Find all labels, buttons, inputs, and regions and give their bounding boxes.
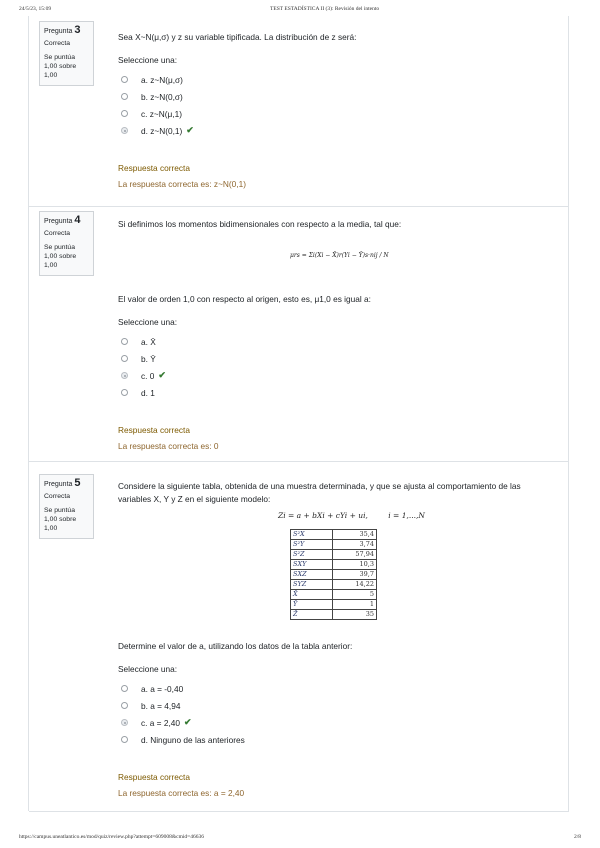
model-formula: Zi = a + bXi + cYi + ui, i = 1,...,N [278, 511, 425, 520]
answer-option[interactable]: b. z~N(0,σ) [118, 88, 548, 105]
answer-options [118, 680, 548, 748]
answer-prompt: Seleccione una: [118, 55, 178, 65]
feedback-text: Respuesta correcta [118, 163, 190, 173]
question-divider [29, 206, 569, 207]
question-info-5 [39, 474, 94, 539]
answer-prompt: Seleccione una: [118, 664, 178, 674]
feedback-text: Respuesta correcta [118, 772, 190, 782]
question-number: Pregunta 4 [44, 214, 81, 226]
radio-button[interactable] [121, 702, 128, 709]
question-info-3 [39, 21, 94, 86]
table-row: Ȳ 1 [291, 600, 377, 610]
question-border-right [568, 16, 569, 206]
question-grade: Se puntúa 1,00 sobre 1,00 [44, 54, 77, 79]
table-row: SYZ 14,22 [291, 580, 377, 590]
question-grade: Se puntúa 1,00 sobre 1,00 [44, 244, 77, 269]
radio-button[interactable] [121, 355, 128, 362]
table-row: S²Y 3,74 [291, 540, 377, 550]
radio-button[interactable] [121, 736, 128, 743]
check-icon: ✔ [186, 125, 194, 135]
question-divider [29, 461, 569, 462]
answer-option-selected[interactable]: c. a = 2,40 ✔ [118, 714, 548, 731]
answer-options [118, 333, 548, 401]
table-row: SXZ 39,7 [291, 570, 377, 580]
table-row: S²X 35,4 [291, 530, 377, 540]
radio-button[interactable] [121, 110, 128, 117]
question-content-5 [118, 480, 548, 506]
radio-button[interactable] [121, 685, 128, 692]
table-row: S²Z 57,94 [291, 550, 377, 560]
table-row: SXY 10,3 [291, 560, 377, 570]
check-icon: ✔ [183, 717, 192, 727]
feedback-text: Respuesta correcta [118, 425, 190, 435]
question-border-right [568, 461, 569, 811]
radio-button[interactable] [121, 338, 128, 345]
answer-option-selected[interactable]: c. 0 ✔ [118, 367, 548, 384]
answer-option[interactable]: b. a = 4,94 [118, 697, 548, 714]
radio-button-selected[interactable] [121, 719, 128, 726]
print-datetime: 24/5/23, 15:09 [19, 6, 52, 12]
table-row: Z̄ 35 [291, 610, 377, 620]
question-number: Pregunta 3 [44, 24, 81, 36]
right-answer-text: La respuesta correcta es: a = 2,40 [118, 788, 245, 798]
print-title: TEST ESTADÍSTICA II (3): Revisión del intento [270, 6, 380, 12]
question-text: Si definimos los momentos bidimensionales con respecto a la media, tal que: [118, 219, 402, 229]
answer-prompt: Seleccione una: [118, 317, 178, 327]
answer-option[interactable]: a. X̄ [118, 333, 548, 350]
answer-option[interactable]: a. z~N(μ,σ) [118, 71, 548, 88]
question-border-left [28, 461, 29, 811]
question-border-left [28, 16, 29, 206]
question-grade: Se puntúa 1,00 sobre 1,00 [44, 507, 77, 532]
answer-options [118, 71, 548, 139]
question-border-right [568, 206, 569, 461]
answer-option[interactable]: c. z~N(μ,1) [118, 105, 548, 122]
radio-button-selected[interactable] [121, 372, 128, 379]
question-number: Pregunta 5 [44, 477, 81, 489]
radio-button-selected[interactable] [121, 127, 128, 134]
radio-button[interactable] [121, 389, 128, 396]
question-text-2: El valor de orden 1,0 con respecto al origen, esto es, μ1,0 es igual a: [118, 294, 371, 304]
check-icon: ✔ [158, 370, 166, 380]
answer-option[interactable]: d. Ninguno de las anteriores [118, 731, 548, 748]
answer-option[interactable]: a. a = -0,40 [118, 680, 548, 697]
answer-option[interactable]: d. 1 [118, 384, 548, 401]
data-table [290, 529, 377, 620]
question-border-left [28, 206, 29, 461]
print-page-number: 2/8 [573, 834, 581, 840]
question-text-2: Determine el valor de a, utilizando los datos de la tabla anterior: [118, 641, 353, 651]
answer-option[interactable]: b. Ȳ [118, 350, 548, 367]
question-content-4 [118, 218, 548, 231]
question-text: Sea X~N(μ,σ) y z su variable tipificada. La distribución de z será: [118, 32, 357, 42]
question-state: Correcta [44, 40, 71, 47]
question-state: Correcta [44, 493, 71, 500]
question-content-5-options [118, 640, 548, 798]
question-text: Considere la siguiente tabla, obtenida de una muestra determinada, y que se ajusta al comportamiento de las variables X, Y y Z en el siguiente modelo: [118, 481, 521, 504]
radio-button[interactable] [121, 76, 128, 83]
right-answer-text: La respuesta correcta es: z~N(0,1) [118, 179, 246, 189]
question-info-4 [39, 211, 94, 276]
question-content-4-options [118, 293, 548, 451]
table-row: X̄ 5 [291, 590, 377, 600]
question-divider [29, 811, 569, 812]
print-url: https://campus.uneatlantico.es/mod/quiz/review.php?attempt=609008&cmid=46636 [19, 834, 205, 840]
question-state: Correcta [44, 230, 71, 237]
moment-formula: μrs = Σi(Xi − X̄)r(Yi − Ȳ)s·nij / N [290, 252, 389, 259]
right-answer-text: La respuesta correcta es: 0 [118, 441, 219, 451]
radio-button[interactable] [121, 93, 128, 100]
question-content-3 [118, 31, 548, 189]
answer-option-selected[interactable]: d. z~N(0,1) ✔ [118, 122, 548, 139]
